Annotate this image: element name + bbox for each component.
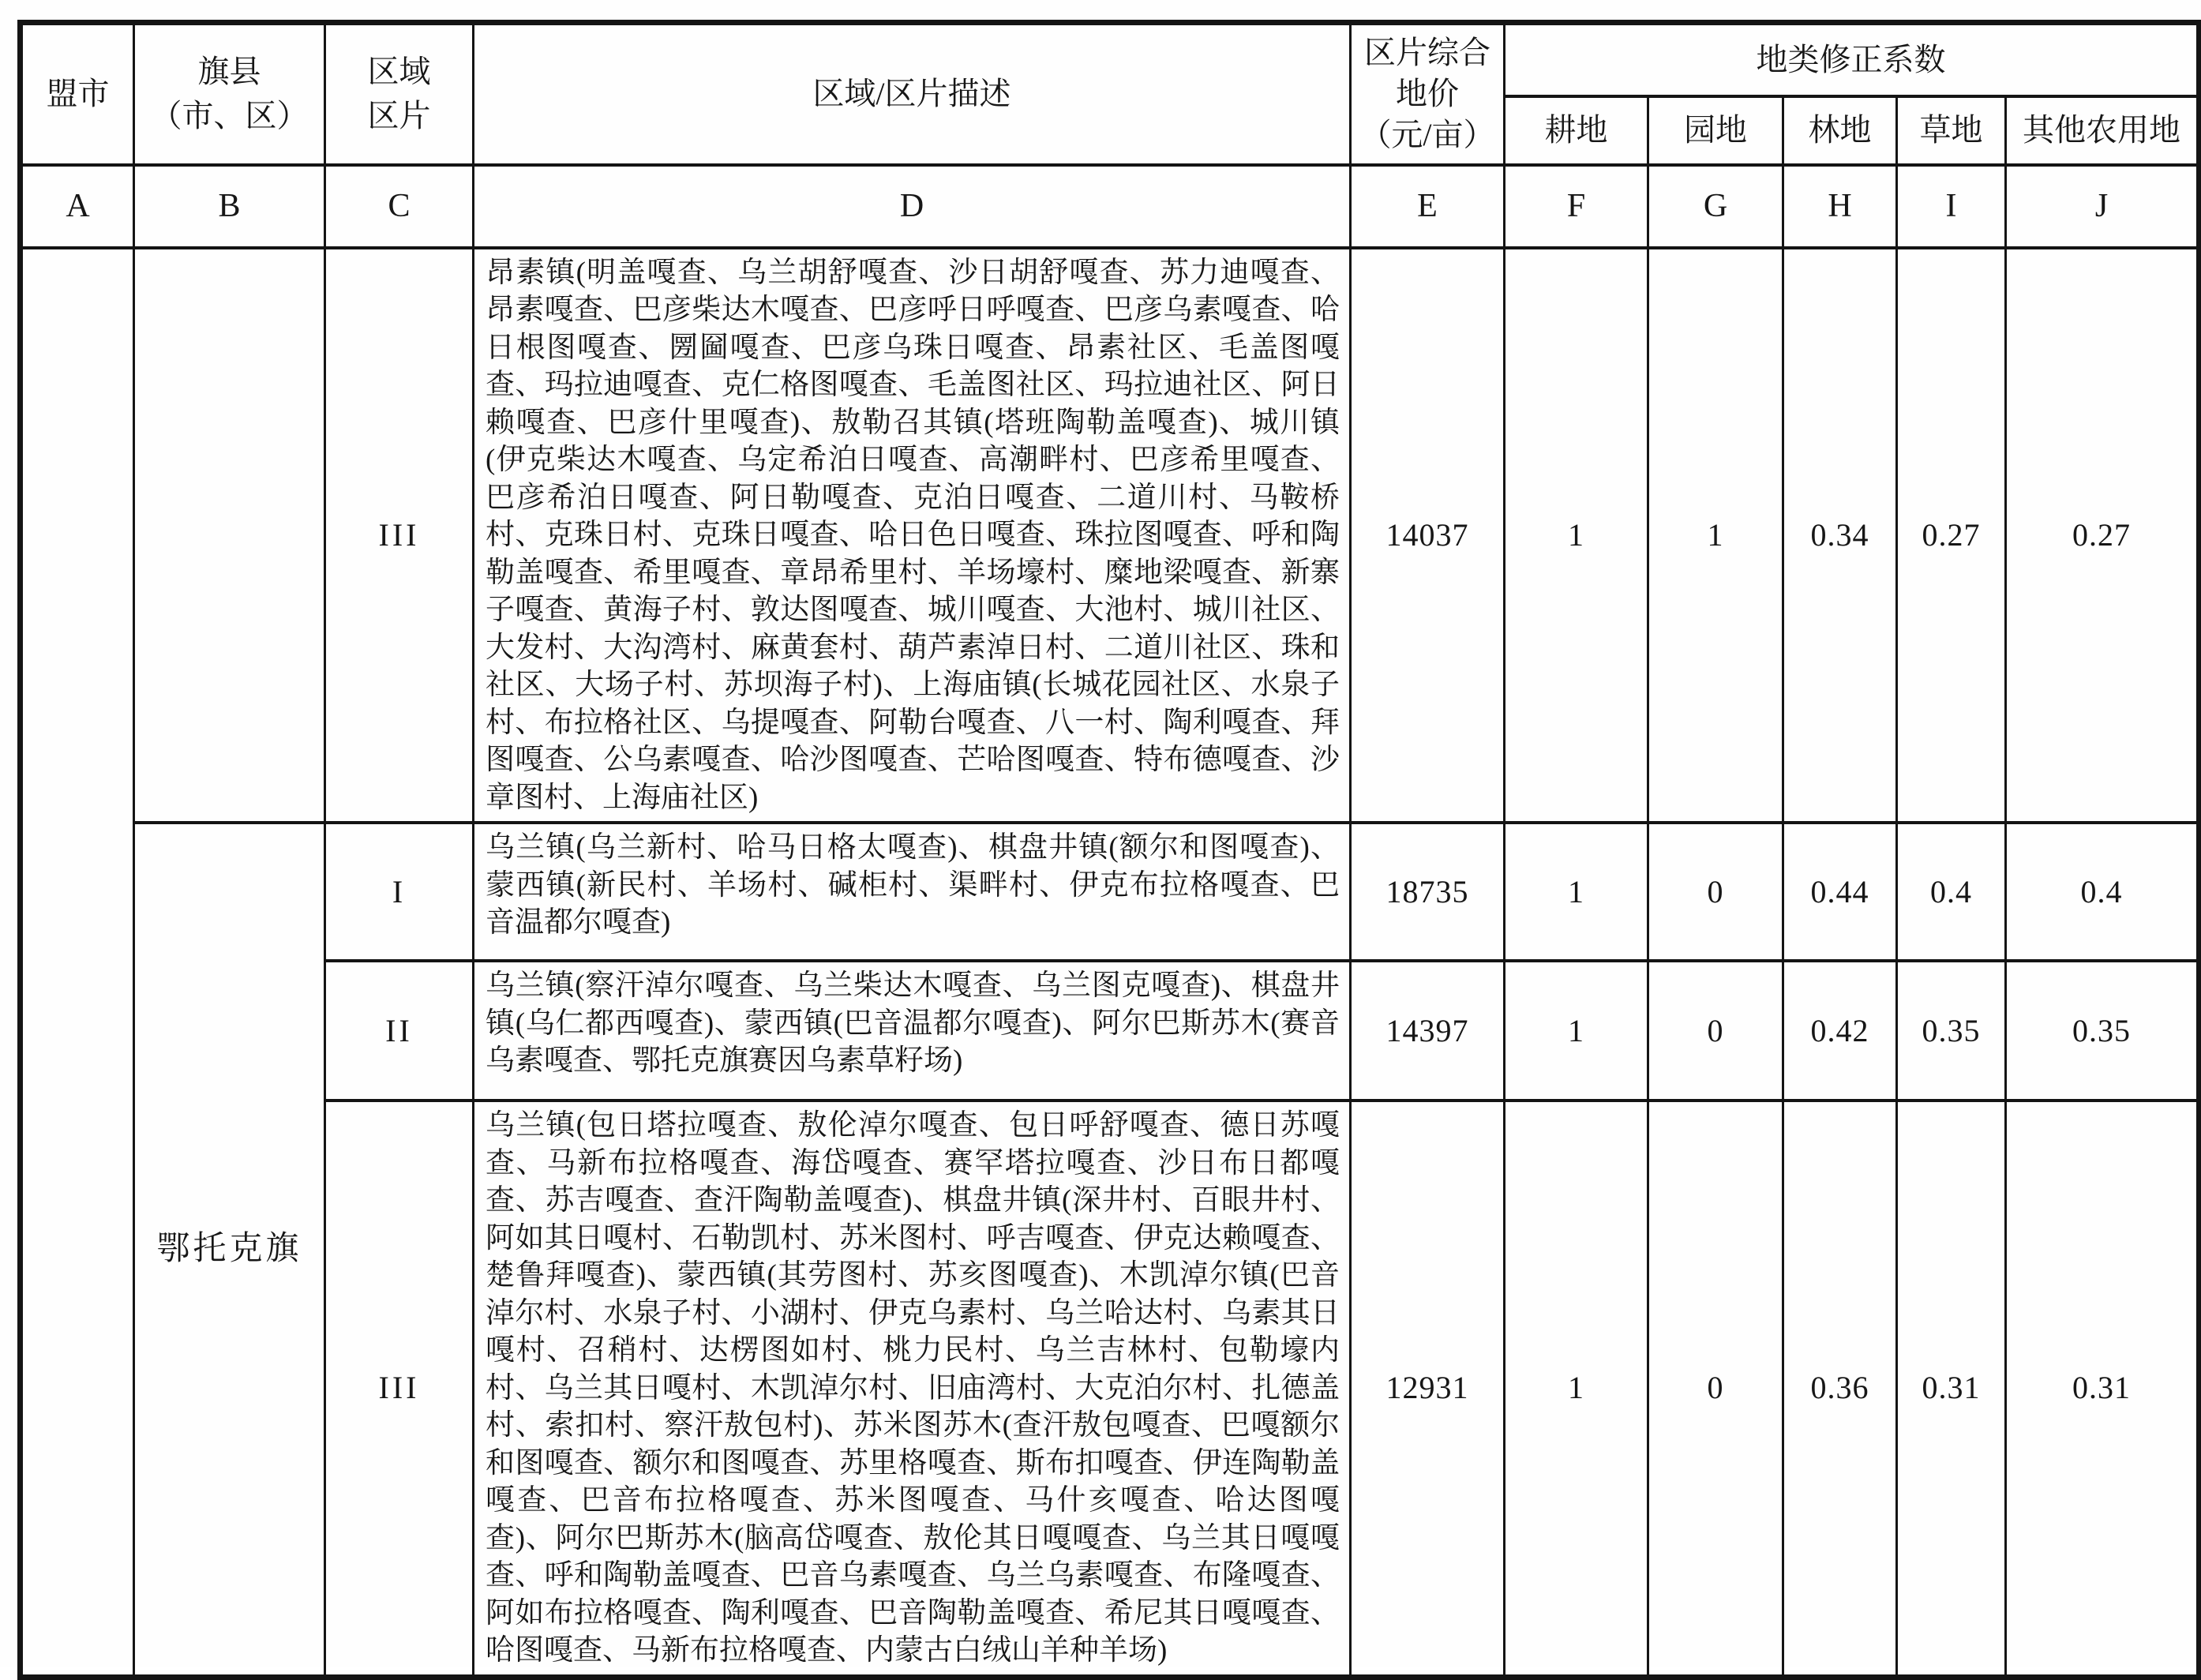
cell-coef-gengdi: 1 [1505, 1101, 1648, 1677]
col-letter-d: D [474, 165, 1351, 248]
header-price [1351, 23, 1505, 165]
land-price-table [17, 20, 2201, 1680]
cell-coef-caodi: 0.31 [1897, 1101, 2006, 1677]
cell-coef-lindi: 0.36 [1783, 1101, 1897, 1677]
cell-coef-qita: 0.4 [2006, 823, 2199, 961]
cell-coef-caodi: 0.27 [1897, 248, 2006, 823]
header-price-line2: 地价 [1396, 76, 1459, 112]
cell-price: 14397 [1351, 961, 1505, 1101]
cell-coef-gengdi: 1 [1505, 248, 1648, 823]
cell-coef-yuandi: 0 [1648, 823, 1783, 961]
header-mengshi: 盟市 [21, 23, 134, 165]
col-letter-h: H [1783, 165, 1897, 248]
header-price-line1: 区片综合 [1364, 35, 1490, 71]
cell-coef-lindi: 0.44 [1783, 823, 1897, 961]
header-qixian-line1: 旗县 [197, 54, 261, 90]
table-row [21, 248, 2199, 823]
cell-mengshi-body [21, 248, 134, 1678]
header-desc: 区域/区片描述 [474, 23, 1351, 165]
cell-coef-caodi: 0.4 [1897, 823, 2006, 961]
cell-desc: 乌兰镇(察汗淖尔嘎查、乌兰柴达木嘎查、乌兰图克嘎查)、棋盘井镇(乌仁都西嘎查)、蒙西镇(巴音温都尔嘎查)、阿尔巴斯苏木(赛音乌素嘎查、鄂托克旗赛因乌素草籽场) [474, 961, 1351, 1101]
col-letter-c: C [325, 165, 474, 248]
cell-coef-yuandi: 0 [1648, 1101, 1783, 1677]
cell-coef-gengdi: 1 [1505, 823, 1648, 961]
col-letter-a: A [21, 165, 134, 248]
cell-zone: III [325, 248, 474, 823]
col-letter-j: J [2006, 165, 2199, 248]
cell-desc: 昂素镇(明盖嘎查、乌兰胡舒嘎查、沙日胡舒嘎查、苏力迪嘎查、昂素嘎查、巴彦柴达木嘎查、巴彦呼日呼嘎查、巴彦乌素嘎查、哈日根图嘎查、圐圙嘎查、巴彦乌珠日嘎查、昂素社区、毛盖图嘎查、玛拉迪嘎查、克仁格图嘎查、毛盖图社区、玛拉迪社区、阿日赖嘎查、巴彦什里嘎查)、敖勒召其镇(塔班陶勒盖嘎查)、城川镇(伊克柴达木嘎查、乌定希泊日嘎查、高潮畔村、巴彦希里嘎查、巴彦希泊日嘎查、阿日勒嘎查、克泊日嘎查、二道川村、马鞍桥村、克珠日村、克珠日嘎查、哈日色日嘎查、珠拉图嘎查、呼和陶勒盖嘎查、希里嘎查、章昂希里村、羊场壕村、糜地梁嘎查、新寨子嘎查、黄海子村、敦达图嘎查、城川嘎查、大池村、城川社区、大发村、大沟湾村、麻黄套村、葫芦素淖日村、二道川社区、珠和社区、大场子村、苏坝海子村)、上海庙镇(长城花园社区、水泉子村、布拉格社区、乌提嘎查、阿勒台嘎查、八一村、陶利嘎查、拜图嘎查、公乌素嘎查、哈沙图嘎查、芒哈图嘎查、特布德嘎查、沙章图村、上海庙社区) [474, 248, 1351, 823]
cell-coef-caodi: 0.35 [1897, 961, 2006, 1101]
cell-price: 18735 [1351, 823, 1505, 961]
cell-coef-yuandi: 0 [1648, 961, 1783, 1101]
cell-coef-lindi: 0.42 [1783, 961, 1897, 1101]
header-coef-lindi: 林地 [1783, 96, 1897, 165]
header-qixian-line2: （市、区） [150, 98, 309, 134]
table-row [21, 961, 2199, 1101]
header-qixian [134, 23, 325, 165]
cell-coef-qita: 0.31 [2006, 1101, 2199, 1677]
header-coef-group: 地类修正系数 [1505, 23, 2199, 96]
cell-desc: 乌兰镇(乌兰新村、哈马日格太嘎查)、棋盘井镇(额尔和图嘎查)、蒙西镇(新民村、羊场村、碱柜村、渠畔村、伊克布拉格嘎查、巴音温都尔嘎查) [474, 823, 1351, 961]
cell-coef-yuandi: 1 [1648, 248, 1783, 823]
header-coef-yuandi: 园地 [1648, 96, 1783, 165]
cell-price: 12931 [1351, 1101, 1505, 1677]
cell-coef-lindi: 0.34 [1783, 248, 1897, 823]
cell-coef-qita: 0.35 [2006, 961, 2199, 1101]
header-coef-gengdi: 耕地 [1505, 96, 1648, 165]
column-letter-row [21, 165, 2199, 248]
col-letter-e: E [1351, 165, 1505, 248]
header-zone [325, 23, 474, 165]
cell-qixian-empty [134, 248, 325, 823]
cell-qixian-etuokeqi: 鄂托克旗 [134, 823, 325, 1677]
header-coef-caodi: 草地 [1897, 96, 2006, 165]
col-letter-b: B [134, 165, 325, 248]
header-zone-line1: 区域 [367, 54, 431, 90]
cell-coef-qita: 0.27 [2006, 248, 2199, 823]
col-letter-f: F [1505, 165, 1648, 248]
table-row [21, 1101, 2199, 1677]
col-letter-i: I [1897, 165, 2006, 248]
cell-price: 14037 [1351, 248, 1505, 823]
header-coef-qita: 其他农用地 [2006, 96, 2199, 165]
cell-zone: I [325, 823, 474, 961]
cell-coef-gengdi: 1 [1505, 961, 1648, 1101]
cell-zone: III [325, 1101, 474, 1677]
cell-desc: 乌兰镇(包日塔拉嘎查、敖伦淖尔嘎查、包日呼舒嘎查、德日苏嘎查、马新布拉格嘎查、海岱嘎查、赛罕塔拉嘎查、沙日布日都嘎查、苏吉嘎查、查汗陶勒盖嘎查)、棋盘井镇(深井村、百眼井村、阿如其日嘎村、石勒凯村、苏米图村、呼吉嘎查、伊克达赖嘎查、楚鲁拜嘎查)、蒙西镇(其劳图村、苏亥图嘎查)、木凯淖尔镇(巴音淖尔村、水泉子村、小湖村、伊克乌素村、乌兰哈达村、乌素其日嘎村、召稍村、达楞图如村、桃力民村、乌兰吉林村、包勒壕内村、乌兰其日嘎村、木凯淖尔村、旧庙湾村、大克泊尔村、扎德盖村、索扣村、察汗敖包村)、苏米图苏木(查汗敖包嘎查、巴嘎额尔和图嘎查、额尔和图嘎查、苏里格嘎查、斯布扣嘎查、伊连陶勒盖嘎查、巴音布拉格嘎查、苏米图嘎查、马什亥嘎查、哈达图嘎查)、阿尔巴斯苏木(脑高岱嘎查、敖伦其日嘎嘎查、乌兰其日嘎嘎查、呼和陶勒盖嘎查、巴音乌素嘎查、乌兰乌素嘎查、布隆嘎查、阿如布拉格嘎查、陶利嘎查、巴音陶勒盖嘎查、希尼其日嘎嘎查、哈图嘎查、马新布拉格嘎查、内蒙古白绒山羊种羊场) [474, 1101, 1351, 1677]
table-row [21, 823, 2199, 961]
header-zone-line2: 区片 [367, 98, 431, 134]
header-price-line3: （元/亩） [1359, 117, 1495, 153]
cell-zone: II [325, 961, 474, 1101]
col-letter-g: G [1648, 165, 1783, 248]
header-row-1 [21, 23, 2199, 96]
